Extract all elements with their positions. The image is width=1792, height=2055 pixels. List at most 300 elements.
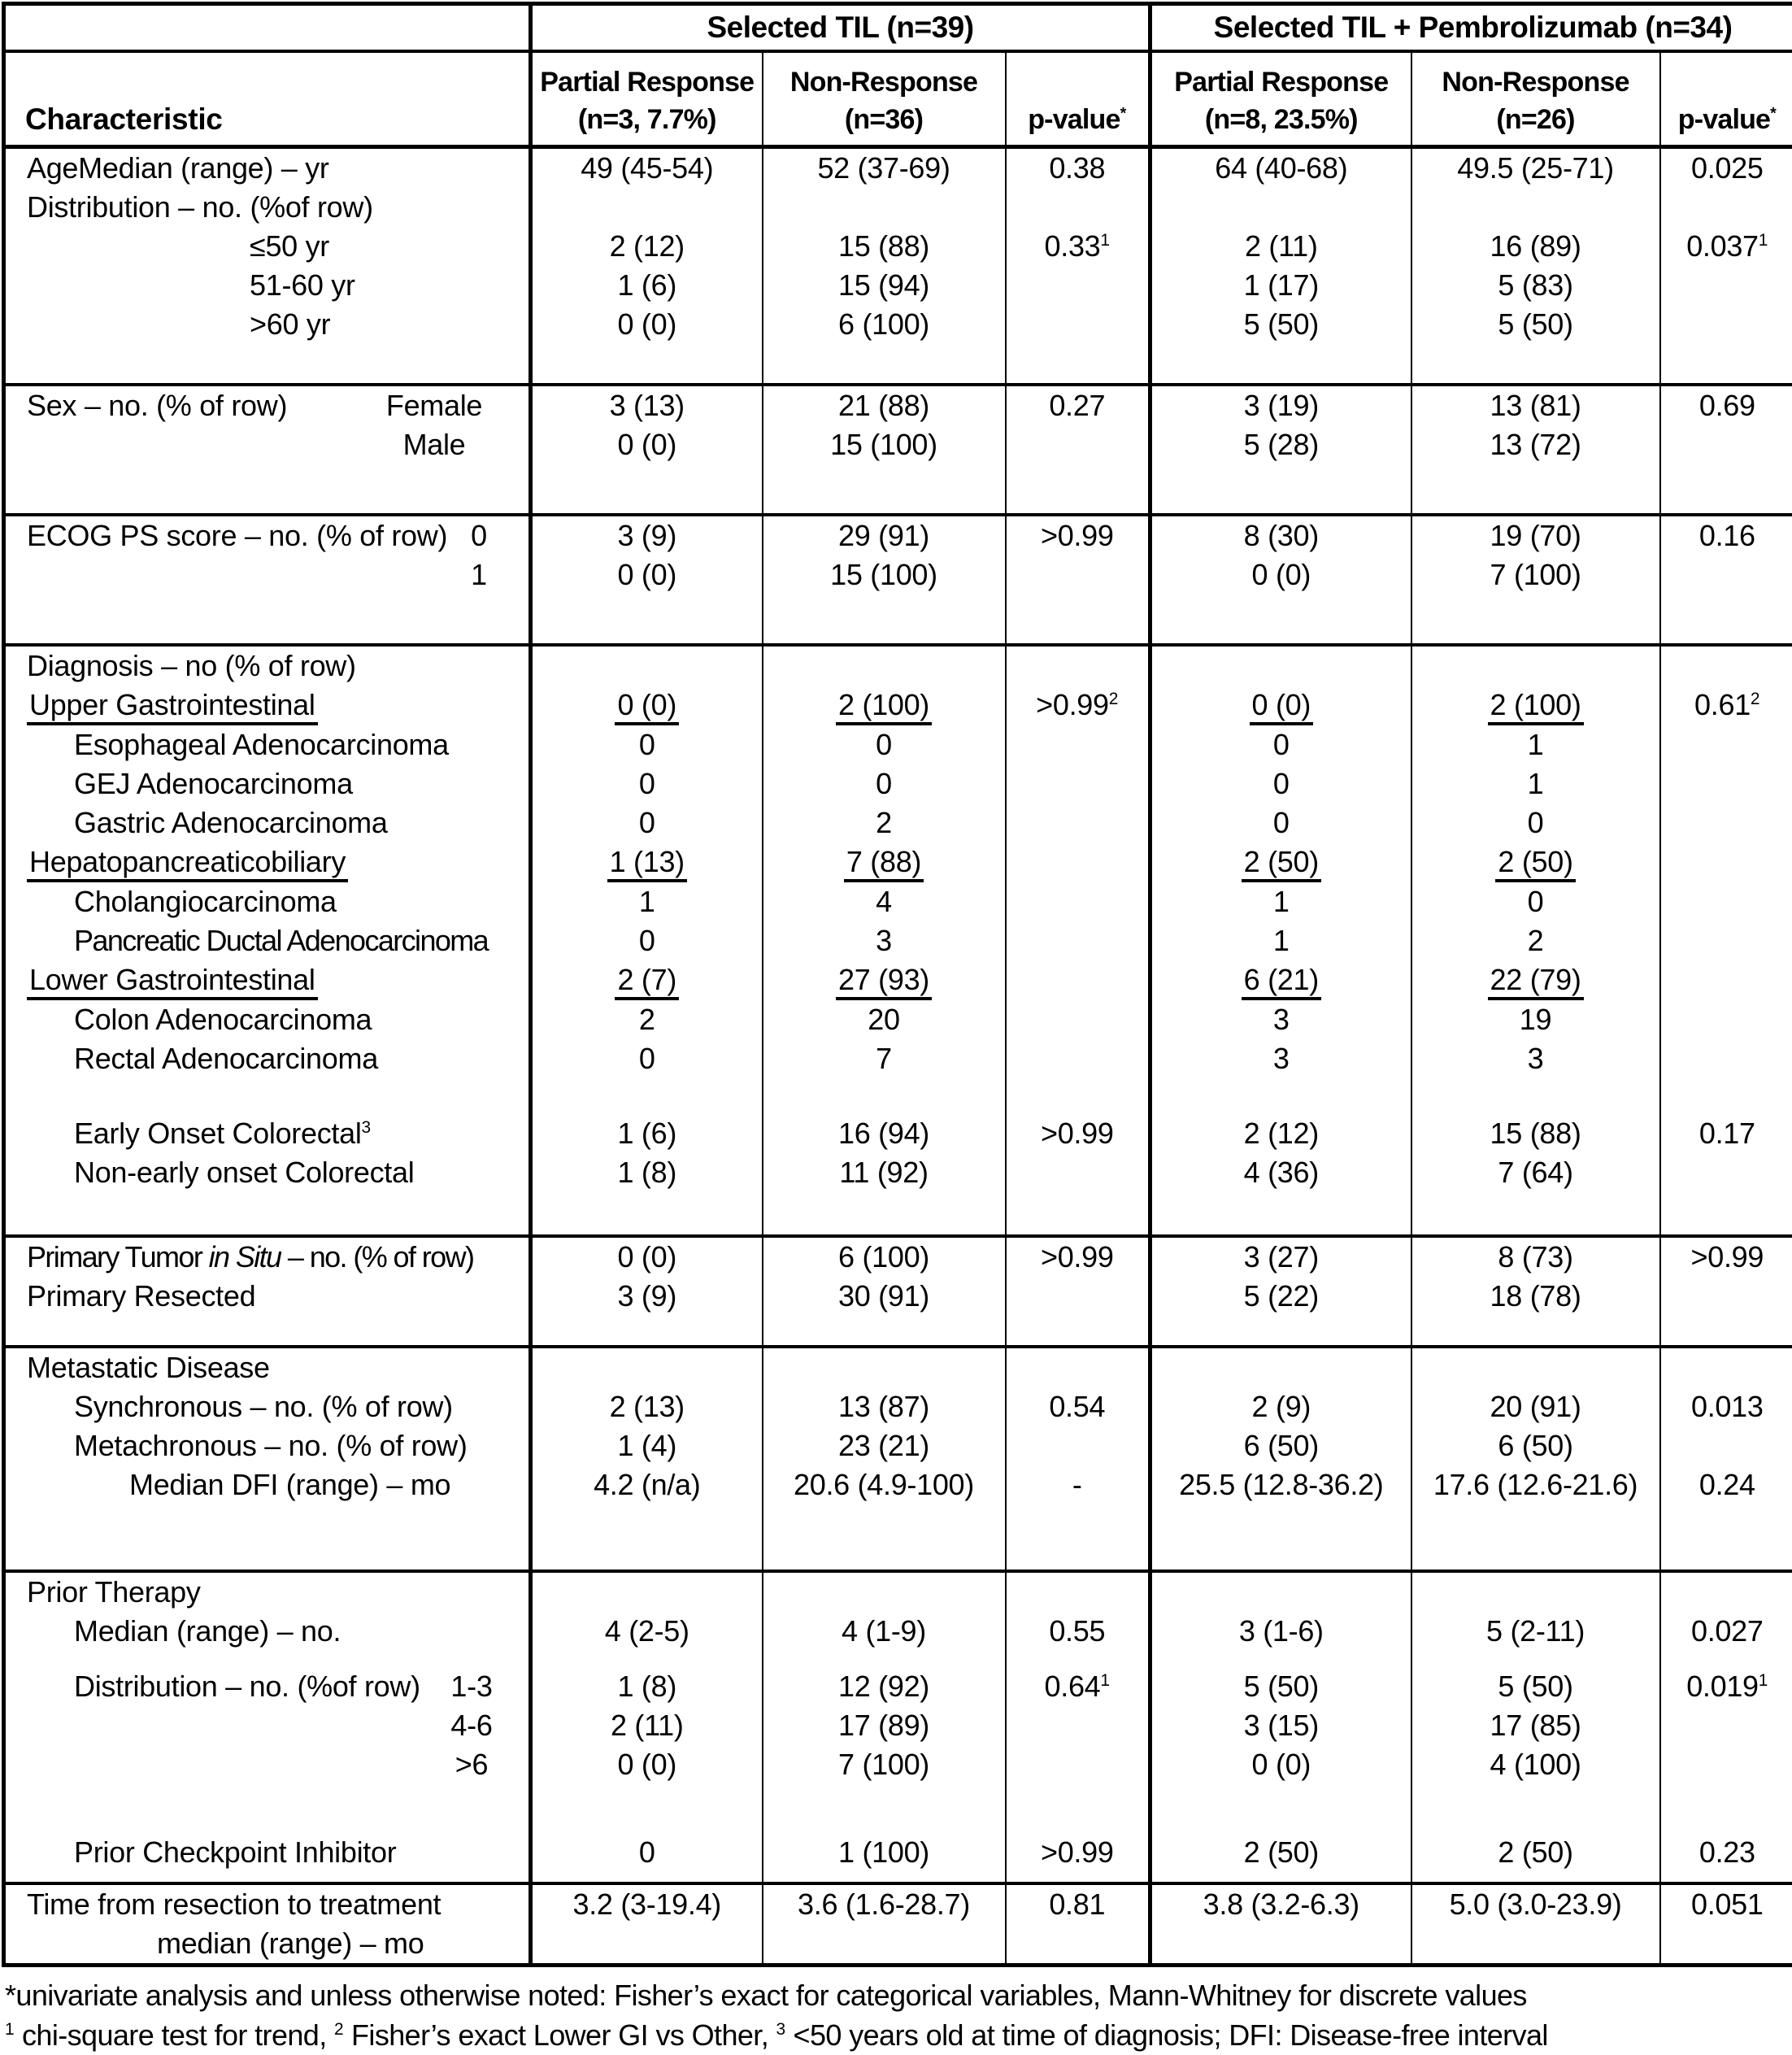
value-cell bbox=[1411, 645, 1660, 686]
p-value-cell bbox=[1660, 305, 1792, 344]
value-cell: 20 bbox=[763, 1000, 1006, 1039]
spacer-cell bbox=[763, 1651, 1006, 1667]
value-cell: 8 (73) bbox=[1411, 1236, 1660, 1277]
p-value-cell bbox=[1660, 1277, 1792, 1316]
value-cell bbox=[763, 645, 1006, 686]
p-value-cell bbox=[1660, 921, 1792, 960]
value-cell: 18 (78) bbox=[1411, 1277, 1660, 1316]
p-value-cell bbox=[1660, 960, 1792, 1000]
value-cell: 0 (0) bbox=[531, 1236, 763, 1277]
row-label: Male bbox=[4, 425, 531, 464]
table-row bbox=[4, 1426, 1792, 1465]
table-row bbox=[4, 305, 1792, 344]
p-value-cell bbox=[1660, 882, 1792, 921]
value-cell: 25.5 (12.8-36.2) bbox=[1150, 1465, 1411, 1504]
spacer-cell bbox=[1660, 1078, 1792, 1114]
p-value-cell bbox=[1660, 803, 1792, 842]
value-cell: 5 (50) bbox=[1411, 305, 1660, 344]
spacer-cell bbox=[763, 1316, 1006, 1347]
value-cell: 2 (100) bbox=[763, 686, 1006, 725]
value-cell: 1 bbox=[1150, 882, 1411, 921]
spacer-cell bbox=[531, 1651, 763, 1667]
section-metastatic bbox=[4, 1347, 1792, 1571]
spacer-cell bbox=[4, 344, 531, 385]
value-cell: 20 (91) bbox=[1411, 1387, 1660, 1426]
footnotes bbox=[2, 1967, 1792, 2055]
value-cell: 5 (2-11) bbox=[1411, 1612, 1660, 1651]
value-cell: 5 (28) bbox=[1150, 425, 1411, 464]
row-label: Primary Tumor in Situ – no. (% of row) bbox=[4, 1236, 531, 1277]
spacer-cell bbox=[1660, 1316, 1792, 1347]
p-value-cell bbox=[1660, 1000, 1792, 1039]
p-value-cell bbox=[1006, 725, 1150, 764]
table-row bbox=[4, 555, 1792, 594]
row-label: Sex – no. (% of row) Female bbox=[4, 385, 531, 425]
value-cell: 5 (83) bbox=[1411, 266, 1660, 305]
column-header: p-value* bbox=[1006, 51, 1150, 147]
value-cell: 0 bbox=[1150, 725, 1411, 764]
value-cell: 7 (100) bbox=[763, 1745, 1006, 1784]
p-value-cell: 0.38 bbox=[1006, 147, 1150, 189]
value-cell: 2 (50) bbox=[1411, 1833, 1660, 1872]
value-cell: 6 (50) bbox=[1150, 1426, 1411, 1465]
value-cell: 0 bbox=[531, 725, 763, 764]
value-cell: 7 bbox=[763, 1039, 1006, 1078]
table-row bbox=[4, 1277, 1792, 1316]
spacer-cell bbox=[1006, 1316, 1150, 1347]
p-value-cell bbox=[1006, 1153, 1150, 1192]
value-cell: 2 (12) bbox=[531, 227, 763, 266]
value-cell: 27 (93) bbox=[763, 960, 1006, 1000]
value-cell: 2 (11) bbox=[1150, 227, 1411, 266]
table-row bbox=[4, 1236, 1792, 1277]
value-cell: 1 (100) bbox=[763, 1833, 1006, 1872]
value-cell: 2 (50) bbox=[1411, 842, 1660, 882]
spacer-cell bbox=[1660, 1651, 1792, 1667]
row-label: ≤50 yr bbox=[4, 227, 531, 266]
value-cell: 20.6 (4.9-100) bbox=[763, 1465, 1006, 1504]
row-label: Non-early onset Colorectal bbox=[4, 1153, 531, 1192]
spacer-cell bbox=[531, 594, 763, 645]
spacer-cell bbox=[1006, 1651, 1150, 1667]
section-time-from-resection bbox=[4, 1883, 1792, 1966]
value-cell: 3.8 (3.2-6.3) bbox=[1150, 1883, 1411, 1966]
value-cell: 3 (1-6) bbox=[1150, 1612, 1411, 1651]
spacer-cell bbox=[1411, 464, 1660, 515]
value-cell bbox=[763, 1571, 1006, 1612]
table-row bbox=[4, 1387, 1792, 1426]
spacer-cell bbox=[1660, 1504, 1792, 1571]
section-ecog bbox=[4, 515, 1792, 645]
p-value-cell: >0.99 bbox=[1006, 515, 1150, 555]
value-cell bbox=[763, 188, 1006, 227]
table-row bbox=[4, 960, 1792, 1000]
table-row bbox=[4, 266, 1792, 305]
value-cell: 5 (50) bbox=[1411, 1667, 1660, 1706]
value-cell: 13 (72) bbox=[1411, 425, 1660, 464]
spacer-row bbox=[4, 464, 1792, 515]
value-cell: 2 (50) bbox=[1150, 842, 1411, 882]
spacer-cell bbox=[1006, 594, 1150, 645]
p-value-cell bbox=[1660, 1039, 1792, 1078]
column-header-row bbox=[4, 51, 1792, 147]
value-cell: 0 bbox=[1150, 803, 1411, 842]
section-prior-therapy bbox=[4, 1571, 1792, 1883]
table-row bbox=[4, 227, 1792, 266]
value-cell: 0 (0) bbox=[1150, 686, 1411, 725]
value-cell: 2 (13) bbox=[531, 1387, 763, 1426]
value-cell: 3 bbox=[1150, 1039, 1411, 1078]
value-cell: 21 (88) bbox=[763, 385, 1006, 425]
spacer-cell bbox=[1660, 1192, 1792, 1236]
value-cell: 16 (89) bbox=[1411, 227, 1660, 266]
p-value-cell bbox=[1006, 1571, 1150, 1612]
spacer-cell bbox=[1150, 1078, 1411, 1114]
p-value-cell bbox=[1006, 1426, 1150, 1465]
spacer-cell bbox=[531, 1192, 763, 1236]
value-cell: 3 bbox=[1411, 1039, 1660, 1078]
spacer-cell bbox=[1411, 1192, 1660, 1236]
p-value-cell: 0.013 bbox=[1660, 1387, 1792, 1426]
value-cell: 49 (45-54) bbox=[531, 147, 763, 189]
spacer-cell bbox=[1411, 1651, 1660, 1667]
value-cell: 7 (100) bbox=[1411, 555, 1660, 594]
row-label: Metastatic Disease bbox=[4, 1347, 531, 1387]
spacer-cell bbox=[4, 594, 531, 645]
spacer-cell bbox=[1006, 1872, 1150, 1883]
value-cell: 52 (37-69) bbox=[763, 147, 1006, 189]
value-cell: 4 (100) bbox=[1411, 1745, 1660, 1784]
value-cell bbox=[1150, 1347, 1411, 1387]
table-row bbox=[4, 1706, 1792, 1745]
row-label: Early Onset Colorectal$^3$ bbox=[4, 1114, 531, 1153]
value-cell: 2 (9) bbox=[1150, 1387, 1411, 1426]
spacer-cell bbox=[531, 1078, 763, 1114]
spacer-cell bbox=[4, 1192, 531, 1236]
spacer-cell bbox=[763, 1872, 1006, 1883]
value-cell: 0 bbox=[531, 1833, 763, 1872]
p-value-cell bbox=[1660, 645, 1792, 686]
p-value-cell bbox=[1660, 842, 1792, 882]
value-cell: 15 (94) bbox=[763, 266, 1006, 305]
p-value-cell: 0.17 bbox=[1660, 1114, 1792, 1153]
row-label: 1 bbox=[4, 555, 531, 594]
value-cell: 1 bbox=[531, 882, 763, 921]
value-cell: 0 (0) bbox=[531, 1745, 763, 1784]
table-row bbox=[4, 803, 1792, 842]
value-cell: 49.5 (25-71) bbox=[1411, 147, 1660, 189]
value-cell: 2 bbox=[1411, 921, 1660, 960]
value-cell: 15 (100) bbox=[763, 425, 1006, 464]
spacer-cell bbox=[531, 1784, 763, 1833]
p-value-cell bbox=[1006, 764, 1150, 803]
p-value-cell: 0.051 bbox=[1660, 1883, 1792, 1966]
value-cell: 30 (91) bbox=[763, 1277, 1006, 1316]
p-value-cell bbox=[1006, 842, 1150, 882]
value-cell: 19 bbox=[1411, 1000, 1660, 1039]
patient-characteristics-table bbox=[2, 2, 1792, 1967]
value-cell: 16 (94) bbox=[763, 1114, 1006, 1153]
spacer-cell bbox=[763, 594, 1006, 645]
value-cell: 19 (70) bbox=[1411, 515, 1660, 555]
spacer-cell bbox=[1660, 344, 1792, 385]
p-value-cell bbox=[1006, 1745, 1150, 1784]
value-cell: 2 (12) bbox=[1150, 1114, 1411, 1153]
spacer-row bbox=[4, 594, 1792, 645]
value-cell: 3 (9) bbox=[531, 1277, 763, 1316]
table-row bbox=[4, 1039, 1792, 1078]
p-value-cell bbox=[1660, 764, 1792, 803]
row-label: >60 yr bbox=[4, 305, 531, 344]
value-cell: 3 bbox=[1150, 1000, 1411, 1039]
footnote-line-1: *univariate analysis and unless otherwise noted: Fisher’s exact for categorical variables, Mann-Whitney for discrete values bbox=[5, 1975, 1792, 2015]
table-row bbox=[4, 1153, 1792, 1192]
value-cell: 2 (50) bbox=[1150, 1833, 1411, 1872]
value-cell: 1 (17) bbox=[1150, 266, 1411, 305]
value-cell: 3 (9) bbox=[531, 515, 763, 555]
p-value-cell bbox=[1006, 1039, 1150, 1078]
spacer-cell bbox=[1411, 1316, 1660, 1347]
column-header: Non-Response (n=26) bbox=[1411, 51, 1660, 147]
value-cell: 1 bbox=[1150, 921, 1411, 960]
spacer-cell bbox=[1150, 594, 1411, 645]
p-value-cell bbox=[1660, 725, 1792, 764]
value-cell: 1 (6) bbox=[531, 266, 763, 305]
spacer-cell bbox=[531, 1316, 763, 1347]
value-cell bbox=[1411, 188, 1660, 227]
table-row bbox=[4, 645, 1792, 686]
p-value-cell: 0.24 bbox=[1660, 1465, 1792, 1504]
value-cell: 17 (89) bbox=[763, 1706, 1006, 1745]
p-value-cell: 0.81 bbox=[1006, 1883, 1150, 1966]
value-cell: 0 (0) bbox=[531, 686, 763, 725]
table-row bbox=[4, 842, 1792, 882]
row-label: Upper Gastrointestinal bbox=[4, 686, 531, 725]
value-cell: 29 (91) bbox=[763, 515, 1006, 555]
group-header: Selected TIL (n=39) bbox=[531, 4, 1150, 52]
spacer-row bbox=[4, 1651, 1792, 1667]
value-cell bbox=[1150, 188, 1411, 227]
spacer-cell bbox=[1006, 1504, 1150, 1571]
value-cell: 4.2 (n/a) bbox=[531, 1465, 763, 1504]
value-cell: 15 (100) bbox=[763, 555, 1006, 594]
spacer-cell bbox=[4, 1504, 531, 1571]
value-cell: 64 (40-68) bbox=[1150, 147, 1411, 189]
p-value-cell: 0.33$^1$ bbox=[1006, 227, 1150, 266]
value-cell: 0 (0) bbox=[1150, 555, 1411, 594]
value-cell: 3 (19) bbox=[1150, 385, 1411, 425]
value-cell: 1 (6) bbox=[531, 1114, 763, 1153]
row-label: Distribution – no. (%of row) bbox=[4, 188, 531, 227]
table-row bbox=[4, 1833, 1792, 1872]
row-label: 51-60 yr bbox=[4, 266, 531, 305]
value-cell: 6 (21) bbox=[1150, 960, 1411, 1000]
spacer-cell bbox=[1660, 1784, 1792, 1833]
p-value-cell bbox=[1660, 266, 1792, 305]
p-value-cell bbox=[1006, 266, 1150, 305]
value-cell: 15 (88) bbox=[1411, 1114, 1660, 1153]
value-cell: 1 (8) bbox=[531, 1667, 763, 1706]
value-cell: 17 (85) bbox=[1411, 1706, 1660, 1745]
spacer-cell bbox=[763, 1784, 1006, 1833]
p-value-cell: 0.64$^1$ bbox=[1006, 1667, 1150, 1706]
row-label: Colon Adenocarcinoma bbox=[4, 1000, 531, 1039]
value-cell: 3 bbox=[763, 921, 1006, 960]
group-header: Selected TIL + Pembrolizumab (n=34) bbox=[1150, 4, 1792, 52]
value-cell: 6 (100) bbox=[763, 305, 1006, 344]
value-cell bbox=[1411, 1571, 1660, 1612]
spacer-cell bbox=[1150, 1784, 1411, 1833]
spacer-cell bbox=[1660, 1872, 1792, 1883]
value-cell: 7 (64) bbox=[1411, 1153, 1660, 1192]
value-cell: 13 (87) bbox=[763, 1387, 1006, 1426]
value-cell: 11 (92) bbox=[763, 1153, 1006, 1192]
group-header-blank bbox=[4, 4, 531, 52]
value-cell: 3.6 (1.6-28.7) bbox=[763, 1883, 1006, 1966]
value-cell bbox=[1150, 1571, 1411, 1612]
spacer-row bbox=[4, 1192, 1792, 1236]
p-value-cell bbox=[1660, 1571, 1792, 1612]
value-cell bbox=[1150, 645, 1411, 686]
table-row bbox=[4, 686, 1792, 725]
p-value-cell: >0.99 bbox=[1660, 1236, 1792, 1277]
value-cell: 3 (27) bbox=[1150, 1236, 1411, 1277]
p-value-cell bbox=[1006, 1347, 1150, 1387]
p-value-cell bbox=[1660, 1745, 1792, 1784]
spacer-cell bbox=[1411, 594, 1660, 645]
spacer-cell bbox=[531, 1504, 763, 1571]
spacer-cell bbox=[763, 464, 1006, 515]
spacer-cell bbox=[1411, 1078, 1660, 1114]
table-row bbox=[4, 921, 1792, 960]
spacer-cell bbox=[1150, 1316, 1411, 1347]
value-cell: 5 (50) bbox=[1150, 1667, 1411, 1706]
p-value-cell bbox=[1006, 1000, 1150, 1039]
p-value-cell bbox=[1660, 1426, 1792, 1465]
row-label: Prior Checkpoint Inhibitor bbox=[4, 1833, 531, 1872]
p-value-cell bbox=[1660, 425, 1792, 464]
group-header-row bbox=[4, 4, 1792, 52]
value-cell: 0 bbox=[531, 803, 763, 842]
table-row bbox=[4, 425, 1792, 464]
spacer-cell bbox=[531, 464, 763, 515]
p-value-cell: 0.54 bbox=[1006, 1387, 1150, 1426]
value-cell: 2 bbox=[763, 803, 1006, 842]
table-row bbox=[4, 1347, 1792, 1387]
value-cell: 0 bbox=[763, 764, 1006, 803]
spacer-cell bbox=[1006, 1078, 1150, 1114]
row-label: Median DFI (range) – mo bbox=[4, 1465, 531, 1504]
footnote-line-2: $^1$ chi-square test for trend, $^2$ Fisher’s exact Lower GI vs Other, $^3$ <50 years old at time of diagnosis; DFI: Disease-free interval bbox=[5, 2015, 1792, 2055]
column-header: Characteristic bbox=[4, 51, 531, 147]
value-cell bbox=[531, 1347, 763, 1387]
spacer-cell bbox=[1660, 594, 1792, 645]
p-value-cell bbox=[1660, 188, 1792, 227]
p-value-cell bbox=[1006, 188, 1150, 227]
spacer-cell bbox=[4, 1078, 531, 1114]
value-cell: 1 (4) bbox=[531, 1426, 763, 1465]
table-row bbox=[4, 385, 1792, 425]
p-value-cell bbox=[1006, 1706, 1150, 1745]
value-cell bbox=[763, 1347, 1006, 1387]
p-value-cell: 0.16 bbox=[1660, 515, 1792, 555]
value-cell bbox=[531, 1571, 763, 1612]
p-value-cell bbox=[1006, 1277, 1150, 1316]
value-cell: 0 bbox=[1411, 882, 1660, 921]
spacer-cell bbox=[4, 1784, 531, 1833]
value-cell: 0 bbox=[531, 921, 763, 960]
value-cell: 0 bbox=[1411, 803, 1660, 842]
p-value-cell bbox=[1660, 1347, 1792, 1387]
p-value-cell: >0.99 bbox=[1006, 1236, 1150, 1277]
p-value-cell bbox=[1006, 921, 1150, 960]
table-row bbox=[4, 764, 1792, 803]
value-cell: 0 (0) bbox=[531, 555, 763, 594]
value-cell: 0 bbox=[531, 1039, 763, 1078]
value-cell: 6 (50) bbox=[1411, 1426, 1660, 1465]
spacer-cell bbox=[4, 464, 531, 515]
row-label: Hepatopancreaticobiliary bbox=[4, 842, 531, 882]
spacer-cell bbox=[4, 1651, 531, 1667]
value-cell: 4 (1-9) bbox=[763, 1612, 1006, 1651]
row-label: Esophageal Adenocarcinoma bbox=[4, 725, 531, 764]
p-value-cell: 0.23 bbox=[1660, 1833, 1792, 1872]
value-cell: 1 bbox=[1411, 725, 1660, 764]
row-label: Lower Gastrointestinal bbox=[4, 960, 531, 1000]
spacer-cell bbox=[1006, 1192, 1150, 1236]
p-value-cell: 0.69 bbox=[1660, 385, 1792, 425]
spacer-cell bbox=[1411, 1504, 1660, 1571]
spacer-cell bbox=[763, 1078, 1006, 1114]
table-row bbox=[4, 1114, 1792, 1153]
value-cell: 7 (88) bbox=[763, 842, 1006, 882]
row-label: ECOG PS score – no. (% of row) 0 bbox=[4, 515, 531, 555]
value-cell: 2 bbox=[531, 1000, 763, 1039]
p-value-cell: 0.61$^2$ bbox=[1660, 686, 1792, 725]
value-cell: 5.0 (3.0-23.9) bbox=[1411, 1883, 1660, 1966]
p-value-cell: >0.99 bbox=[1006, 1833, 1150, 1872]
p-value-cell bbox=[1006, 803, 1150, 842]
spacer-cell bbox=[1660, 464, 1792, 515]
column-header: Non-Response (n=36) bbox=[763, 51, 1006, 147]
p-value-cell: - bbox=[1006, 1465, 1150, 1504]
table-row bbox=[4, 188, 1792, 227]
spacer-row bbox=[4, 344, 1792, 385]
spacer-row bbox=[4, 1504, 1792, 1571]
row-label: Prior Therapy bbox=[4, 1571, 531, 1612]
p-value-cell bbox=[1006, 960, 1150, 1000]
row-label: Distribution – no. (%of row) 1-3 bbox=[4, 1667, 531, 1706]
value-cell: 4 bbox=[763, 882, 1006, 921]
p-value-cell: 0.027 bbox=[1660, 1612, 1792, 1651]
spacer-cell bbox=[763, 1192, 1006, 1236]
p-value-cell bbox=[1006, 645, 1150, 686]
value-cell bbox=[531, 645, 763, 686]
p-value-cell: 0.037$^1$ bbox=[1660, 227, 1792, 266]
row-label: AgeMedian (range) – yr bbox=[4, 147, 531, 189]
table-row bbox=[4, 1000, 1792, 1039]
row-label: Time from resection to treatment median (range) – mo bbox=[4, 1883, 531, 1966]
spacer-cell bbox=[531, 344, 763, 385]
section-primary-tumor bbox=[4, 1236, 1792, 1347]
section-sex bbox=[4, 385, 1792, 515]
table-row bbox=[4, 515, 1792, 555]
table-row bbox=[4, 1571, 1792, 1612]
value-cell: 5 (50) bbox=[1150, 305, 1411, 344]
spacer-cell bbox=[1150, 1192, 1411, 1236]
p-value-cell bbox=[1006, 425, 1150, 464]
p-value-cell: >0.99 bbox=[1006, 1114, 1150, 1153]
